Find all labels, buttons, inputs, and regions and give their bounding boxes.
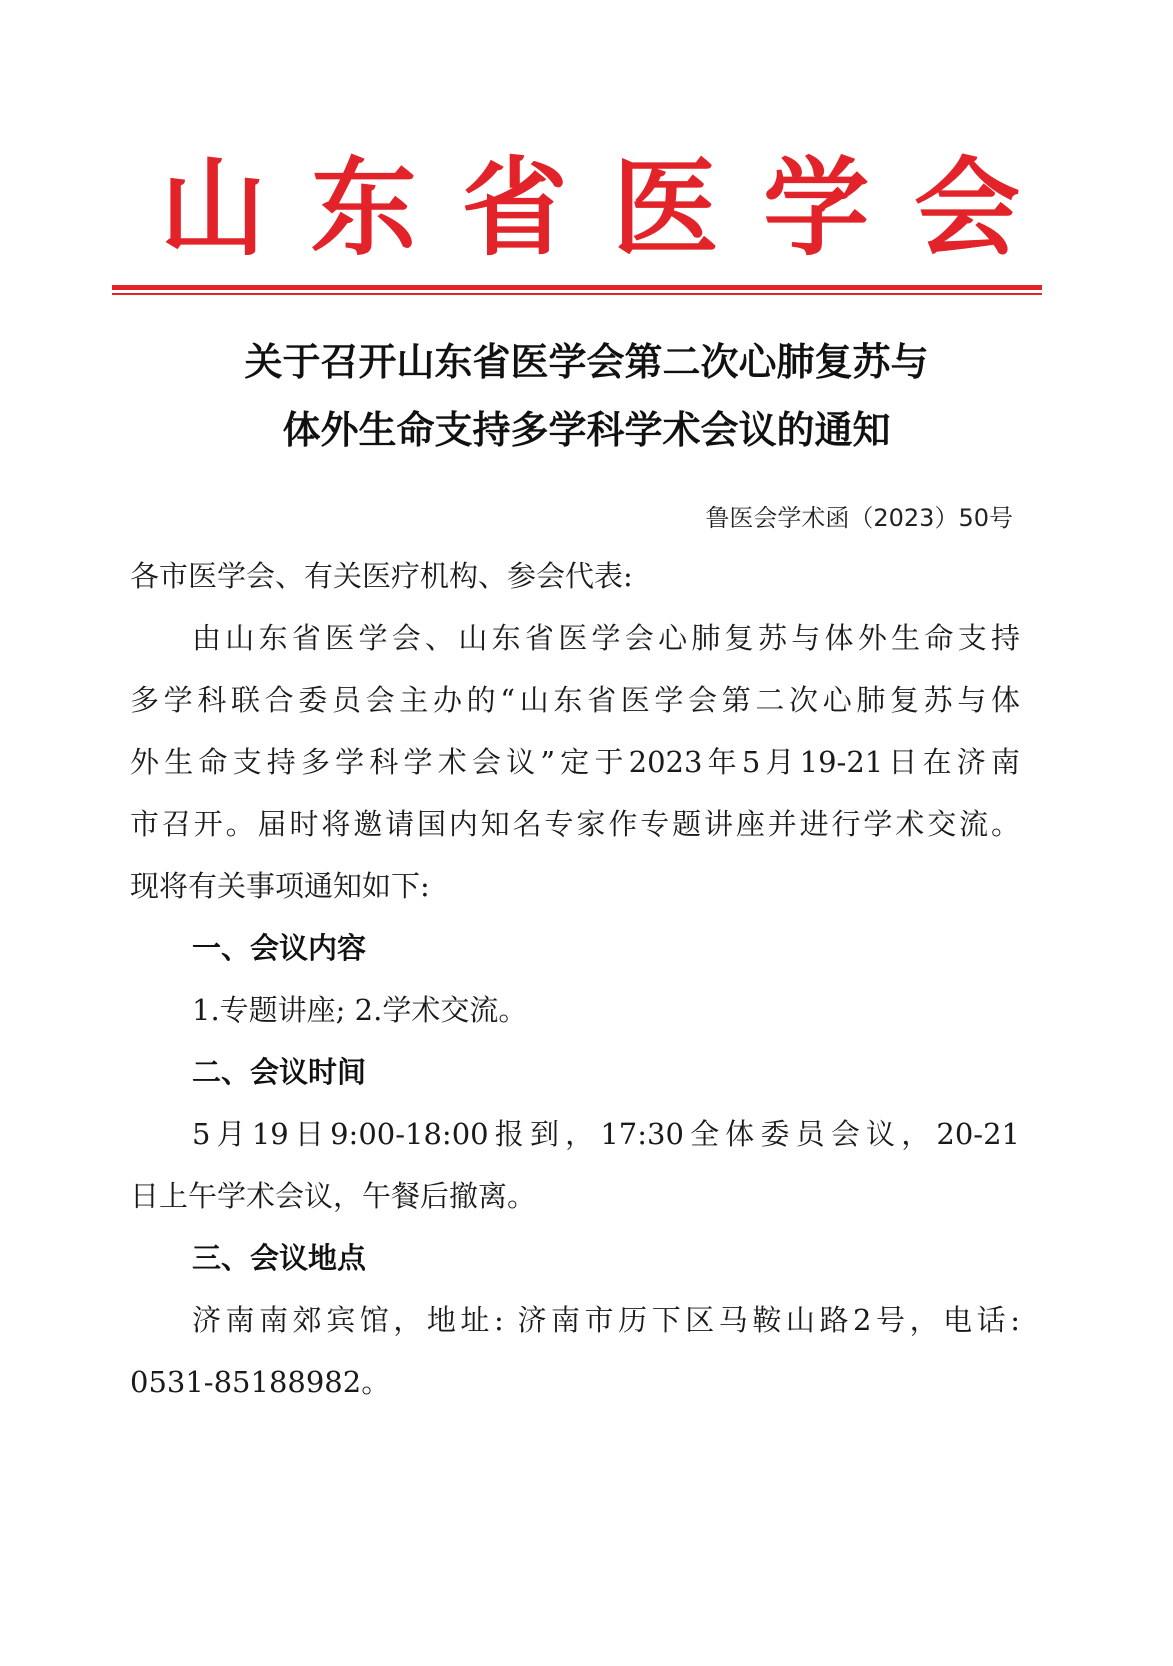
document-number: 鲁医会学术函（2023）50号	[705, 504, 1013, 532]
intro-line: 外生命支持多学科学术会议”定于2023年5月19-21日在济南	[130, 745, 1020, 779]
intro-line: 由山东省医学会、山东省医学会心肺复苏与体外生命支持	[192, 621, 1020, 655]
section-line: 1.专题讲座; 2.学术交流。	[192, 993, 528, 1027]
section-heading-content: 一、会议内容	[192, 931, 367, 965]
intro-line: 现将有关事项通知如下:	[130, 869, 430, 903]
section-line: 0531-85188982。	[130, 1365, 391, 1399]
section-heading-location: 三、会议地点	[192, 1241, 367, 1275]
notice-title-line-1: 关于召开山东省医学会第二次心肺复苏与	[244, 339, 929, 384]
notice-title-line-2: 体外生命支持多学科学术会议的通知	[282, 407, 891, 452]
letterhead-char: 东	[310, 144, 417, 270]
section-line: 日上午学术会议，午餐后撤离。	[130, 1179, 537, 1213]
letterhead-char: 医	[612, 144, 719, 270]
letterhead-title	[160, 144, 1020, 270]
section-heading-time: 二、会议时间	[192, 1055, 367, 1089]
letterhead-rule-thin	[112, 293, 1042, 295]
letterhead-rule-thick	[112, 285, 1042, 290]
intro-line: 市召开。届时将邀请国内知名专家作专题讲座并进行学术交流。	[130, 807, 1020, 841]
section-line: 5月19日9:00-18:00报到，17:30全体委员会议，20-21	[192, 1117, 1020, 1151]
intro-line: 多学科联合委员会主办的“山东省医学会第二次心肺复苏与体	[130, 683, 1020, 717]
section-line: 济南南郊宾馆，地址: 济南市历下区马鞍山路2号，电话:	[192, 1303, 1020, 1337]
letterhead-char: 山	[160, 144, 266, 270]
letterhead-char: 会	[913, 144, 1020, 270]
letterhead-char: 省	[461, 144, 568, 270]
salutation: 各市医学会、有关医疗机构、参会代表:	[130, 559, 633, 593]
letterhead-char: 学	[763, 144, 870, 270]
